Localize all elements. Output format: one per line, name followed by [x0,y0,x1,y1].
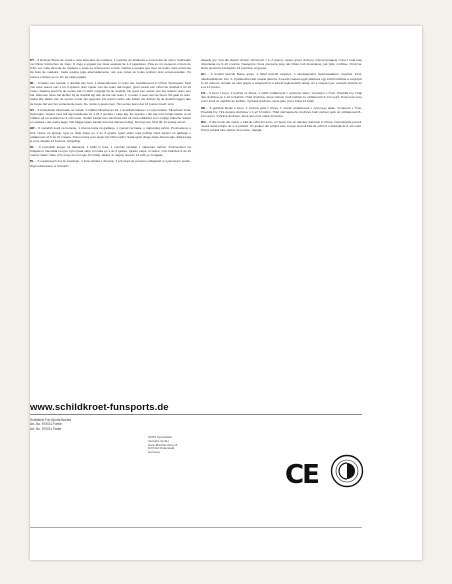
paragraph-text: – 6 kovinskih krogel za balinanje, 1 balin iz lesa, 1 merilnik razdalje z najlonsko torbico. Proizvedeno na Kitajskem: Navodila za igro: Igro igrata ekipi, ki imata po 1 do 3 igralce. Igralec ekipe, ki začne, vrže balinček 6 do 10 metrov daleč. Nato vrže svojo prvo kroglo čim bližje. Ekipa, ki najprej doseže 13 točk, je zmagala. [30,144,191,158]
instruction-paragraph [30,145,191,157]
paragraph-text: – 6 fémből készült Boule golyó, 1 fából készült célgolyó, 1 távolságmérő nejlontasakban. Gyártva: Kína. Játékszabályok: Két, 1–3 játékosból álló csapat játssza. A kezdő csapat egyik játékosa egy körből kidobja a célgolyót 6–10 méterre. Ezután az első golyót a célgolyóhoz a lehető legközelebb dobja. Az a csapat nyer, amelyik először éri el a 13 pontot. [201,72,362,89]
paragraph-text: Zasady gry: Gra dla dwóch drużyn złożonych z 1–3 graczy. Jeden gracz drużyny rozpoczynającej rzuca z koła kulę drewnianą na 6–10 metrów. Następnie rzuca pierwszą kulę tak blisko kuli drewnianej, jak tylko możliwe. Drużyna, która pierwsza zdobędzie 13 punktów, wygrywa. [201,58,362,71]
paragraph-text: – 6 metalnih kugli za boćanje, 1 drvena lopta za gađanje, 1 mjerač razmaka, u najlonskoj torbici. Proizvedeno u Kini: Upute za igranje: Igra se dvije ekipe po 1 do 3 igrača. Igrač ekipe koja počinje baca lopticu za gađanje u udaljenosti od 6 do 10 metara. Potom baca prvu kuglu što bliže loptici. Sada igrač druge ekipe baca kuglu. Ekipa koja je prva skupila 13 bodova, pobjeđuje. [30,126,191,143]
language-code: SV [30,107,35,112]
paragraph-text: – 6 metalowych kul do bowlingu, 1 kula świnka z drewna, 1 przyrząd do pomiaru odległości w nylonowym worku. Wyprodukowano w Chinach. [30,159,191,168]
bottom-divider [30,527,362,528]
instruction-paragraph [201,91,362,103]
divider [30,414,362,415]
address-line: SPITS Sportartikel [148,435,172,439]
instruction-paragraph [30,58,191,79]
paragraph-text: – 6 guľôčok Boule z kovu, 1 cieľová guľa z dreva, 1 merač vzdialenosti v nylonovej taške. Vyrobené v Číne. Pravidlá hry: Hrá dvojica družstiev s 1 až 3 hráčmi. Hráč začínajúceho družstva hodí cieľovú guľu do vzdialenosti 6–10 metrov. Vyhráva družstvo, ktoré ako prvé získa 13 bodov. [201,105,362,118]
language-code: CS [201,91,206,96]
language-code: NL [30,80,35,85]
product-info-line: Art.-No. 970011 Farbe: [30,422,63,427]
paragraph-text: – 6 Esferas Boule de metal e uma bola-alvo de madeira, 1 medidor de distância e uma bolsa de nylon. Fabricado na China: Instruções de Jogo: O Jogo é jogado por duas equipas de 1-3 jogadores. Pisa-se um pequeno círculo de 0,5m em volta da bola de madeira e pode-se arremessar a bola. Ganha a equipa que tiver as bolas mais próximas da bola de madeira. Cada equipa joga alternadamente, até que todas as bolas tenham sido arremessadas. Os pontos contam-se no fim de cada jogada. [30,58,191,79]
product-info-line: Schildkröt Fun Sports Boules [30,418,72,422]
instruction-paragraph [30,81,191,106]
address-line: Germany [148,450,160,455]
left-column [30,58,191,400]
website-url[interactable]: www.schildkroet-funsports.de [30,402,169,413]
language-code: RO [201,120,206,125]
green-dot-recycling-seal-icon [330,454,364,488]
language-code: SL [30,144,34,149]
language-code: HU [201,72,206,77]
instruction-paragraph [30,108,191,125]
ce-mark-icon: CE [285,460,318,490]
paragraph-text: – 6 boulebollar tillverkade av metall, 1 målklot tillverkat av trä, 1 avståndsmätare i en nylonväska. Tillverkad i Kina: Spelregler: Spelet med två lag bestående av 1 till 3 spelare i varje lag. En spelare i det lag som börjar kastar ut ett målklot på ett avstånd av 6–10 meter. Sedan kastar han sitt första klot så nära målklotet som möjligt. Därefter kastar en spelare i det andra laget. När bägge lagen kastat sina klot räknas poäng. Det lag som först får 13 poäng vinner. [30,107,191,125]
language-code: PL [30,159,34,164]
instruction-paragraph [201,120,362,132]
instruction-paragraph [30,126,191,143]
instruction-paragraph [201,58,362,70]
instruction-columns [30,58,362,400]
instruction-paragraph [201,106,362,118]
language-code: SK [201,105,206,110]
instruction-paragraph [30,159,191,167]
instruction-paragraph [201,72,362,89]
manufacturer-address [148,436,208,455]
address-line: Vertriebs GmbH [148,438,169,443]
address-line: D-67112 Mutterstadt [148,446,175,451]
address-line: Hans-Brüchler-Weg 15 [148,442,178,447]
paragraph-text: – 6 ballen van metaal, 1 doelbal van hout, 1 afstandsmeter in nylon tas. Gefabriceerd in China. Spelregels: Spel met twee teams van 1 tot 3 spelers. Een speler van het team dat begint, gooit vanuit een cirkel de doelbal 6 tot 10 meter. Daarna gooit hij de eerste bal zo dicht mogelijk bij de doelbal. Nu gooit een speler van het andere team een bal. Wanneer deze bal dichter bij de doelbal ligt dan de bal van team 1, is team 1 weer aan de beurt. Dit gaat zo door, totdat alle ballen van de eerste ronde zijn gegooid. Als punten tellen alle ballen die dichter bij de doelbal liggen dan de beste bal van het verliezende team. De ronde is gewonnen. Het eerste team dat 13 punten heeft, wint. [30,80,191,106]
right-column [201,58,362,400]
language-code: PT [30,58,34,62]
paragraph-text: – 6 bile boule din metal, o bilă de ochit din lemn, un Spion într-un săculeţ. Fabricat în China. Instrucţiunile jocului: Joacă două echipe de 1–3 jucători. Un jucător din echipa care începe aruncă bila de ochit la o distanţă de 6–10 metri. Prima echipă care obţine 13 puncte, câştigă. [201,120,362,133]
paragraph-text: – 6 koulí z kovu, 1 kolíček ze dřeva, 1 měřič vzdálenosti v nylonové tašce. Vyrobeno v Číně. Pravidla hry: Hrají dvě družstva po 1 až 3 hráčích. Hráč družstva, které začíná, hodí kolíček ze vzdálenosti 6–10 metrů. Poté hodí svou první kouli co nejblíže ke kolíčku. Vyhrává družstvo, které jako první získá 13 bodů. [201,91,362,104]
language-code: HR [30,126,35,131]
product-info-line: Art. No. 970011 Farbe [30,426,62,431]
product-info [30,418,130,431]
